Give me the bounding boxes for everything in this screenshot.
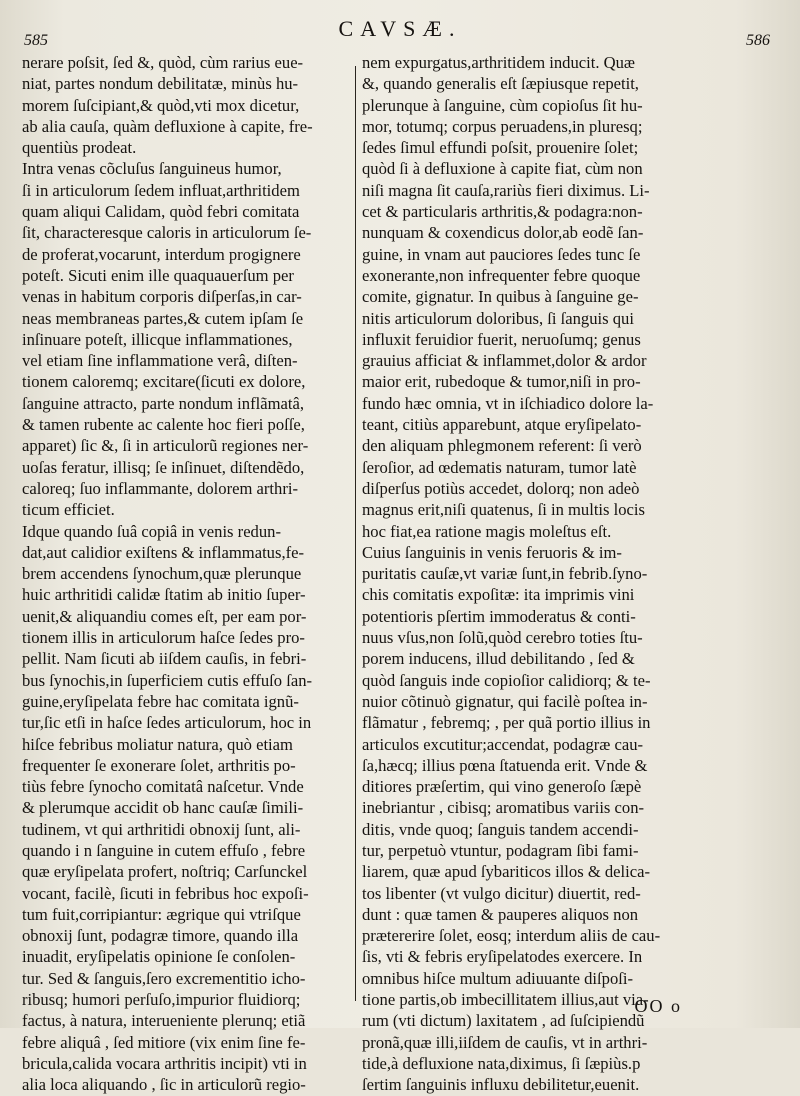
text-line: tur, perpetuò vtuntur, podagram ſibi fami- <box>362 840 639 860</box>
text-line: potentioris pſertim immoderatus & conti- <box>362 606 636 626</box>
text-line: influxit feruidior fuerit, neruoſumq; genus <box>362 329 641 349</box>
text-line: Intra venas cõcluſus ſanguineus humor, <box>22 159 282 179</box>
text-line: nuior cõtinuò gignatur, qui facilè poſtea in- <box>362 691 648 711</box>
text-line: ſedes ſimul effundi poſsit, prouenire ſolet; <box>362 138 639 158</box>
text-line: mor, totumq; corpus peruadens,in pluresq; <box>362 116 643 136</box>
text-line: neas membraneas partes,& cutem ipſam ſe <box>22 308 304 328</box>
text-line: ſit, characteresque caloris in articulorum ſe- <box>22 223 312 243</box>
text-line: Idque quando ſuâ copiâ in venis redun- <box>22 521 281 541</box>
text-line: tionem illis in articulorum haſce ſedes pro- <box>22 628 305 648</box>
text-line: liarem, quæ apud ſybariticos illos & delica- <box>362 862 651 882</box>
text-line: niat, partes nondum debilitatæ, minùs hu- <box>22 74 299 94</box>
text-line: vocant, facilè, ſicuti in febribus hoc expoſi- <box>22 883 309 903</box>
text-line: ſanguine attracto, parte nondum inflãmatâ, <box>22 393 304 413</box>
text-line: ſeroſior, ad œdematis naturam, tumor latè <box>362 457 637 477</box>
text-line: ſertim ſanguinis influxu debilitetur,euenit. <box>362 1075 640 1095</box>
text-line: grauius afficiat & inflammet,dolor & ardor <box>362 351 647 371</box>
text-line: dat,aut calidior exiſtens & inflammatus,fe- <box>22 542 305 562</box>
text-line: den aliquam phlegmonem referent: ſi verò <box>362 436 642 456</box>
text-line: venas in habitum corporis diſperſas,in car- <box>22 287 302 307</box>
catchword: OO o <box>634 996 682 1016</box>
text-line: guine, in vnam aut pauciores ſedes tunc ſe <box>362 244 641 264</box>
text-line: exonerante,non infrequenter febre quoque <box>362 265 641 285</box>
text-line: poteſt. Sicuti enim ille quaquauerſum per <box>22 265 294 285</box>
text-line: articulos excutitur;accendat, podagræ cau- <box>362 734 644 754</box>
text-line: ditiores præſertim, qui vino generoſo ſæpè <box>362 777 642 797</box>
text-line: cet & particularis arthritis,& podagra:non- <box>362 202 643 222</box>
text-line: nitis articulorum doloribus, ſi ſanguis qui <box>362 308 634 328</box>
text-line: fundo hæc omnia, vt in iſchiadico dolore la- <box>362 393 654 413</box>
text-line: uoſas feratur, illisq; ſe inſinuet, diſtendẽdo, <box>22 457 305 477</box>
text-line: tione partis,ob imbecillitatem illius,aut via- <box>362 990 649 1010</box>
text-line: quentiùs prodeat. <box>22 138 137 158</box>
text-line: comite, gignatur. In quibus à ſanguine ge- <box>362 287 639 307</box>
text-line: diſperſus potiùs accedet, dolorq; non adeò <box>362 478 640 498</box>
text-line: apparet) ſic &, ſi in articulorũ regiones ner- <box>22 436 309 456</box>
text-line: ticum efficiet. <box>22 500 115 520</box>
text-line: rum (vti dictum) laxitatem , ad ſuſcipiendũ <box>362 1011 645 1031</box>
text-line: obnoxij ſunt, podagræ timore, quando illa <box>22 926 299 946</box>
text-line: tur. Sed & ſanguis,ſero excrementitio icho- <box>22 968 306 988</box>
text-line: febre aliquâ , ſed mitiore (vix enim ſine fe- <box>22 1032 306 1052</box>
text-line: ribusq; humori perſuſo,impurior fluidiorq; <box>22 990 301 1010</box>
left-page-number: 585 <box>24 32 48 49</box>
text-line: &, quando generalis eſt ſæpiusque repetit, <box>362 74 639 94</box>
text-line: de proferat,vocarunt, interdum progignere <box>22 244 301 264</box>
text-line: omnibus hiſce multum adiuuante diſpoſi- <box>362 968 633 988</box>
text-line: tiùs febre ſynocho comitatâ naſcetur. Vnde <box>22 777 304 797</box>
text-line: tum fuit,corripiantur: ægrique qui vtriſque <box>22 904 301 924</box>
text-line: alia loca aliquando , ſic in articulorũ regio- <box>22 1075 306 1095</box>
text-line: hiſce febribus moliatur natura, quò etiam <box>22 734 293 754</box>
text-line: quam aliqui Calidam, quòd febri comitata <box>22 202 300 222</box>
right-text-column <box>362 52 686 1096</box>
text-line: teant, citiùs apparebunt, atque eryſipelato- <box>362 415 642 435</box>
text-line: quòd ſanguis inde copioſior calidiorq; & te- <box>362 670 651 690</box>
text-line: bus ſynochis,in ſuperficiem cutis effuſo ſan- <box>22 670 313 690</box>
text-line: factus, à natura, interueniente plerunq; etiã <box>22 1011 306 1031</box>
text-line: magnus erit,niſi quatenus, ſi in multis locis <box>362 500 645 520</box>
text-line: morem ſuſcipiant,& quòd,vti mox dicetur, <box>22 95 300 115</box>
text-line: vel etiam ſine inflammatione verâ, diſten- <box>22 351 298 371</box>
text-line: tudinem, vt qui arthritidi obnoxij ſunt, ali- <box>22 819 301 839</box>
text-line: tos libenter (vt vulgo dicitur) diuertit, red- <box>362 883 641 903</box>
text-line: plerunque à ſanguine, cùm copioſus ſit hu- <box>362 95 643 115</box>
text-line: prætererire ſolet, eosq; interdum aliis de cau- <box>362 926 661 946</box>
text-line: & tamen rubente ac calente hoc fieri poſſe, <box>22 415 305 435</box>
text-line: nunquam & coxendicus dolor,ab eodẽ ſan- <box>362 223 644 243</box>
text-line: uenit,& aliquandiu comes eſt, per eam por- <box>22 606 307 626</box>
text-line: quæ eryſipelata profert, noſtriq; Carſunckel <box>22 862 308 882</box>
text-line: inebriantur , cibisq; aromatibus variis con- <box>362 798 645 818</box>
text-line: huic arthritidi calidæ ſtatim ab initio ſuper- <box>22 585 306 605</box>
text-line: bricula,calida vocara arthritis incipit) vti in <box>22 1053 307 1073</box>
text-line: Cuius ſanguinis in venis feruoris & im- <box>362 542 622 562</box>
text-line: tur,ſic etſi in haſce ſedes articulorum, hoc in <box>22 713 312 733</box>
text-line: guine,eryſipelata febre hac comitata ignũ- <box>22 691 299 711</box>
text-line: caloreq; ſuo inflammante, dolorem arthri- <box>22 478 299 498</box>
text-line: ſi in articulorum ſedem influat,arthritidem <box>22 180 300 200</box>
text-line: inſinuare poteſt, illicque inflammationes, <box>22 329 293 349</box>
right-page-number: 586 <box>746 32 770 49</box>
text-line: brem accendens ſynochum,quæ plerunque <box>22 564 302 584</box>
text-line: frequenter ſe exonerare ſolet, arthritis po- <box>22 755 296 775</box>
left-text-column <box>22 52 354 1096</box>
text-line: pellit. Nam ſicuti ab iiſdem cauſis, in febri- <box>22 649 307 669</box>
text-line: quòd ſi à defluxione à capite fiat, cùm non <box>362 159 643 179</box>
text-line: puritatis cauſæ,vt variæ ſunt,in febrib.ſyno- <box>362 564 648 584</box>
text-line: tide,à defluxione nata,diximus, ſi ſæpiùs.p <box>362 1053 641 1073</box>
text-line: nem expurgatus,arthritidem inducit. Quæ <box>362 53 635 72</box>
text-line: ditis, vnde quoq; ſanguis tandem accendi- <box>362 819 639 839</box>
text-line: dunt : quæ tamen & pauperes aliquos non <box>362 904 639 924</box>
text-line: flãmatur , febremq; , per quã portio illius in <box>362 713 651 733</box>
text-line: maior erit, rubedoque & tumor,niſi in pro- <box>362 372 641 392</box>
text-line: niſi magna ſit cauſa,rariùs fieri diximus. Li- <box>362 180 650 200</box>
text-line: porem inducens, illud debilitando , ſed & <box>362 649 635 669</box>
text-line: & plerumque accidit ob hanc cauſæ ſimili- <box>22 798 304 818</box>
running-title: CAVSÆ. <box>338 16 462 41</box>
text-line: quando i n ſanguine in cutem effuſo , febre <box>22 840 306 860</box>
text-line: hoc fiat,ea ratione magis moleſtus eſt. <box>362 521 612 541</box>
column-divider <box>355 66 356 1001</box>
text-line: inuadit, eryſipelatis opinione ſe conſolen- <box>22 947 296 967</box>
text-line: pronã,quæ illi,iiſdem de cauſis, vt in arthri- <box>362 1032 648 1052</box>
text-line: ab alia cauſa, quàm defluxione à capite, fre- <box>22 116 313 136</box>
text-line: chis comitatis expoſitæ: ita imprimis vini <box>362 585 635 605</box>
text-line: ſa,hæcq; illius pœna ſtatuenda erit. Vnde & <box>362 755 648 775</box>
text-line: nerare poſsit, ſed &, quòd, cùm rarius eue- <box>22 53 304 72</box>
running-head <box>20 14 780 48</box>
text-line: ſis, vti & febris eryſipelatodes exercere. In <box>362 947 643 967</box>
text-line: nuus vſus,non ſolũ,quòd cerebro toties ſtu- <box>362 628 643 648</box>
text-line: tionem caloremq; excitare(ſicuti ex dolore, <box>22 372 306 392</box>
